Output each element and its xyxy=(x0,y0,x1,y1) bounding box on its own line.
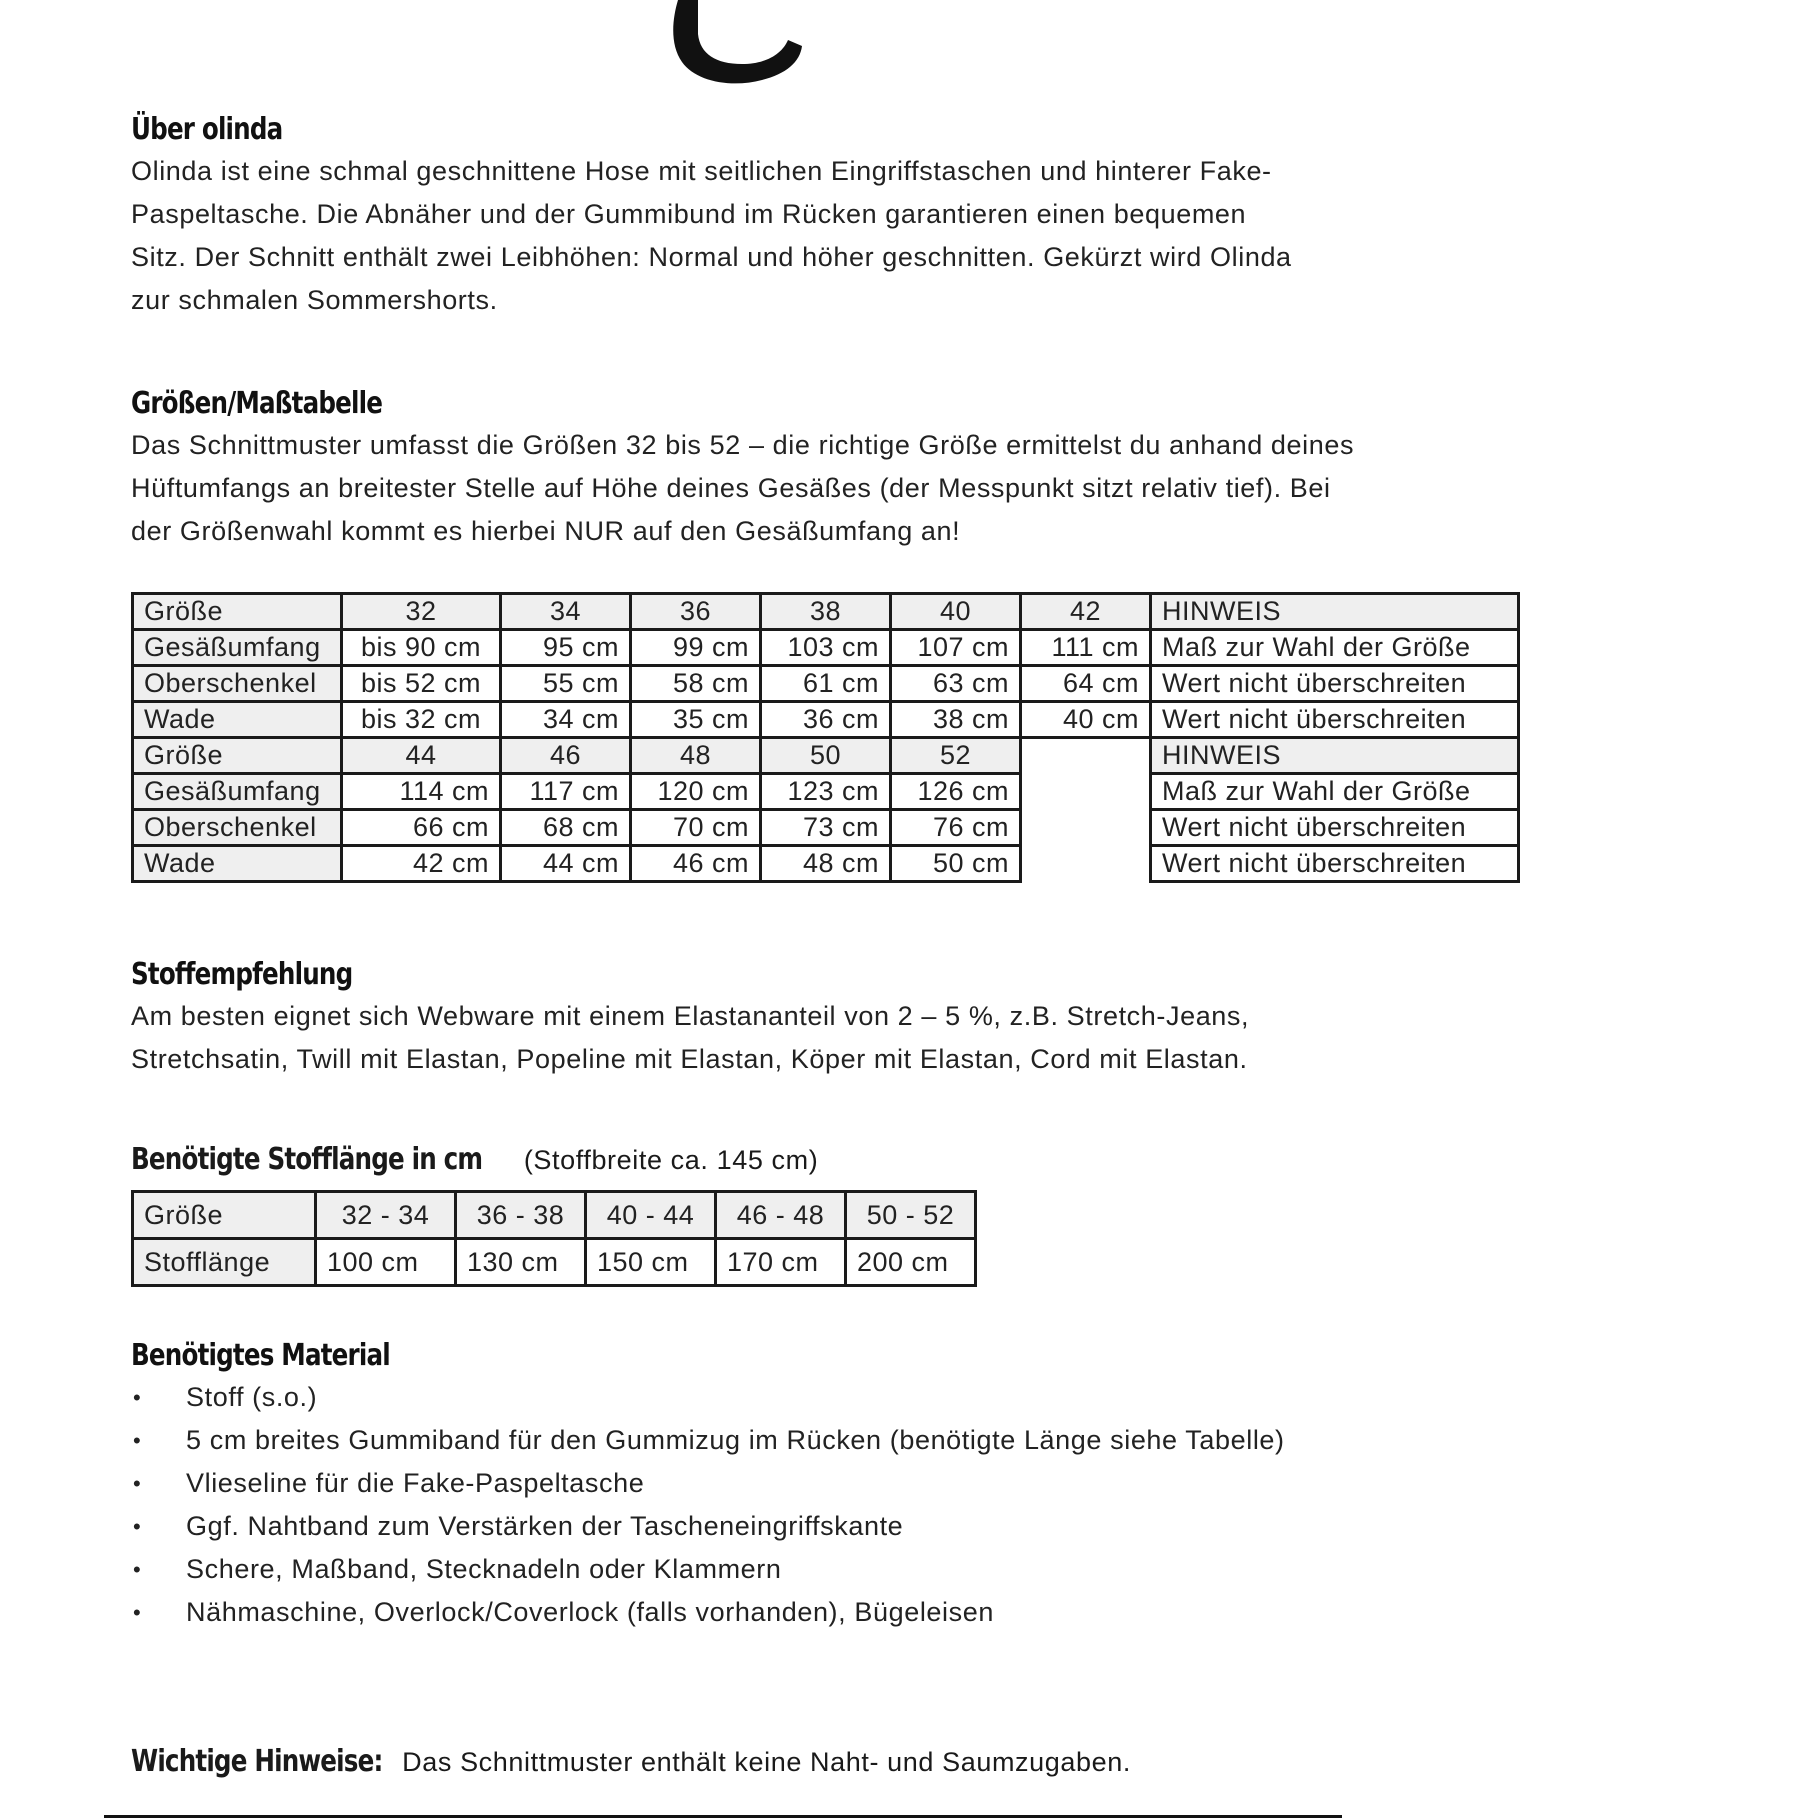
fabric-heading: Stoffempfehlung xyxy=(131,957,353,992)
table-row xyxy=(133,1239,976,1286)
table-cell: 107 cm xyxy=(891,630,1021,666)
brand-logo-graphic xyxy=(650,0,820,95)
table-empty-cell xyxy=(1021,810,1151,846)
table-header-cell: 32 xyxy=(342,594,501,630)
list-item: • Nähmaschine, Overlock/Coverlock (falls vorhanden), Bügeleisen xyxy=(131,1591,1391,1634)
table-cell-note: Wert nicht überschreiten xyxy=(1151,666,1519,702)
table-cell: 117 cm xyxy=(501,774,631,810)
table-empty-cell xyxy=(1021,774,1151,810)
table-header-cell: 46 xyxy=(501,738,631,774)
table-header-cell: 44 xyxy=(342,738,501,774)
table-cell: 48 cm xyxy=(761,846,891,882)
table-header-cell: 42 xyxy=(1021,594,1151,630)
table-cell: 44 cm xyxy=(501,846,631,882)
table-cell: 63 cm xyxy=(891,666,1021,702)
list-item: • Stoff (s.o.) xyxy=(131,1376,1391,1419)
notes-heading: Wichtige Hinweise: xyxy=(131,1744,383,1779)
about-section xyxy=(131,110,1301,322)
size-chart-table xyxy=(131,592,1520,883)
table-row-label: Wade xyxy=(133,702,342,738)
table-header-cell: 50 xyxy=(761,738,891,774)
table-cell: 42 cm xyxy=(342,846,501,882)
table-row-label: Stofflänge xyxy=(133,1239,316,1286)
bullet-icon: • xyxy=(133,1471,142,1496)
table-cell: 114 cm xyxy=(342,774,501,810)
table-cell: 61 cm xyxy=(761,666,891,702)
sizes-text: Das Schnittmuster umfasst die Größen 32 bis 52 – die richtige Größe ermittelst du anhand deines Hüftumfangs an breitester Stelle auf Höhe deines Gesäßes (der Messpunkt sitzt relativ tief). Bei der Größenwahl kommt es hierbei NUR auf den Gesäßumfang an! xyxy=(131,430,1355,546)
bottom-divider xyxy=(104,1815,1342,1818)
material-heading: Benötigtes Material xyxy=(131,1338,390,1373)
about-text: Olinda ist eine schmal geschnittene Hose mit seitlichen Eingriffstaschen und hinterer Fake-Paspeltasche. Die Abnäher und der Gummibund im Rücken garantieren einen bequemen Sitz. Der Schnitt enthält zwei Leibhöhen: Normal und höher geschnitten. Gekürzt wird Olinda zur schmalen Sommershorts. xyxy=(131,156,1292,315)
table-cell: 38 cm xyxy=(891,702,1021,738)
material-list xyxy=(131,1376,1391,1634)
bullet-icon: • xyxy=(133,1557,142,1582)
table-cell: 58 cm xyxy=(631,666,761,702)
table-header-cell: 40 - 44 xyxy=(586,1192,716,1239)
table-row xyxy=(133,774,1519,810)
table-row xyxy=(133,1192,976,1239)
table-cell: 50 cm xyxy=(891,846,1021,882)
table-cell: 200 cm xyxy=(846,1239,976,1286)
table-cell: 123 cm xyxy=(761,774,891,810)
table-cell: bis 52 cm xyxy=(342,666,501,702)
table-row xyxy=(133,594,1519,630)
table-cell: 170 cm xyxy=(716,1239,846,1286)
table-cell: 95 cm xyxy=(501,630,631,666)
fabric-section xyxy=(131,955,1371,1081)
table-header-cell: 46 - 48 xyxy=(716,1192,846,1239)
table-cell: 40 cm xyxy=(1021,702,1151,738)
table-cell-note: Maß zur Wahl der Größe xyxy=(1151,630,1519,666)
table-row xyxy=(133,810,1519,846)
table-cell: 150 cm xyxy=(586,1239,716,1286)
table-row-label: Gesäßumfang xyxy=(133,630,342,666)
list-item: • Ggf. Nahtband zum Verstärken der Tascheneingriffskante xyxy=(131,1505,1391,1548)
table-empty-cell xyxy=(1021,846,1151,882)
table-row xyxy=(133,738,1519,774)
table-header-cell: 32 - 34 xyxy=(316,1192,456,1239)
table-cell: 120 cm xyxy=(631,774,761,810)
table-cell: 126 cm xyxy=(891,774,1021,810)
table-cell: 55 cm xyxy=(501,666,631,702)
bullet-icon: • xyxy=(133,1600,142,1625)
table-row xyxy=(133,630,1519,666)
table-cell: 111 cm xyxy=(1021,630,1151,666)
length-note: (Stoffbreite ca. 145 cm) xyxy=(523,1145,819,1175)
table-cell: 73 cm xyxy=(761,810,891,846)
notes-text: Das Schnittmuster enthält keine Naht- und Saumzugaben. xyxy=(402,1747,1131,1777)
table-cell: bis 32 cm xyxy=(342,702,501,738)
table-cell: 103 cm xyxy=(761,630,891,666)
bullet-icon: • xyxy=(133,1428,142,1453)
table-header-cell: 36 xyxy=(631,594,761,630)
table-cell: bis 90 cm xyxy=(342,630,501,666)
sizes-heading: Größen/Maßtabelle xyxy=(131,386,383,421)
list-item: • Schere, Maßband, Stecknadeln oder Klammern xyxy=(131,1548,1391,1591)
list-item: • 5 cm breites Gummiband für den Gummizug im Rücken (benötigte Länge siehe Tabelle) xyxy=(131,1419,1316,1462)
length-heading-row xyxy=(131,1142,818,1177)
length-heading: Benötigte Stofflänge in cm xyxy=(131,1142,483,1177)
table-cell: 64 cm xyxy=(1021,666,1151,702)
bullet-icon: • xyxy=(133,1514,142,1539)
table-cell: 68 cm xyxy=(501,810,631,846)
table-header-cell: 34 xyxy=(501,594,631,630)
table-header-cell: 38 xyxy=(761,594,891,630)
list-item: • Vlieseline für die Fake-Paspeltasche xyxy=(131,1462,1391,1505)
table-header-cell: 48 xyxy=(631,738,761,774)
table-header-cell: Größe xyxy=(133,1192,316,1239)
table-cell-note: Wert nicht überschreiten xyxy=(1151,702,1519,738)
table-cell-note: Wert nicht überschreiten xyxy=(1151,846,1519,882)
table-cell: 130 cm xyxy=(456,1239,586,1286)
fabric-text: Am besten eignet sich Webware mit einem Elastananteil von 2 – 5 %, z.B. Stretch-Jeans, Stretchsatin, Twill mit Elastan, Popeline mit Elastan, Köper mit Elastan, Cord mit Elastan. xyxy=(131,1001,1250,1074)
table-header-cell: 40 xyxy=(891,594,1021,630)
table-cell: 36 cm xyxy=(761,702,891,738)
table-header-cell: 50 - 52 xyxy=(846,1192,976,1239)
table-cell-note: Wert nicht überschreiten xyxy=(1151,810,1519,846)
table-cell: 46 cm xyxy=(631,846,761,882)
table-row-label: Oberschenkel xyxy=(133,810,342,846)
table-cell: 70 cm xyxy=(631,810,761,846)
table-cell: 35 cm xyxy=(631,702,761,738)
table-cell-note: Maß zur Wahl der Größe xyxy=(1151,774,1519,810)
table-cell: 100 cm xyxy=(316,1239,456,1286)
fabric-length-table xyxy=(131,1190,977,1287)
bullet-icon: • xyxy=(133,1385,142,1410)
material-section xyxy=(131,1336,1391,1634)
table-row-label: Oberschenkel xyxy=(133,666,342,702)
table-cell: 66 cm xyxy=(342,810,501,846)
sizes-section xyxy=(131,384,1371,553)
table-row xyxy=(133,666,1519,702)
table-cell: 34 cm xyxy=(501,702,631,738)
notes-row xyxy=(131,1744,1131,1779)
table-header-cell: HINWEIS xyxy=(1151,738,1519,774)
table-row-label: Wade xyxy=(133,846,342,882)
table-cell: 76 cm xyxy=(891,810,1021,846)
table-cell: 99 cm xyxy=(631,630,761,666)
table-header-cell: Größe xyxy=(133,594,342,630)
table-header-cell: 52 xyxy=(891,738,1021,774)
table-header-cell: Größe xyxy=(133,738,342,774)
table-header-cell: HINWEIS xyxy=(1151,594,1519,630)
about-heading: Über olinda xyxy=(131,112,283,147)
table-empty-cell xyxy=(1021,738,1151,774)
table-row xyxy=(133,702,1519,738)
table-header-cell: 36 - 38 xyxy=(456,1192,586,1239)
table-row xyxy=(133,846,1519,882)
table-row-label: Gesäßumfang xyxy=(133,774,342,810)
